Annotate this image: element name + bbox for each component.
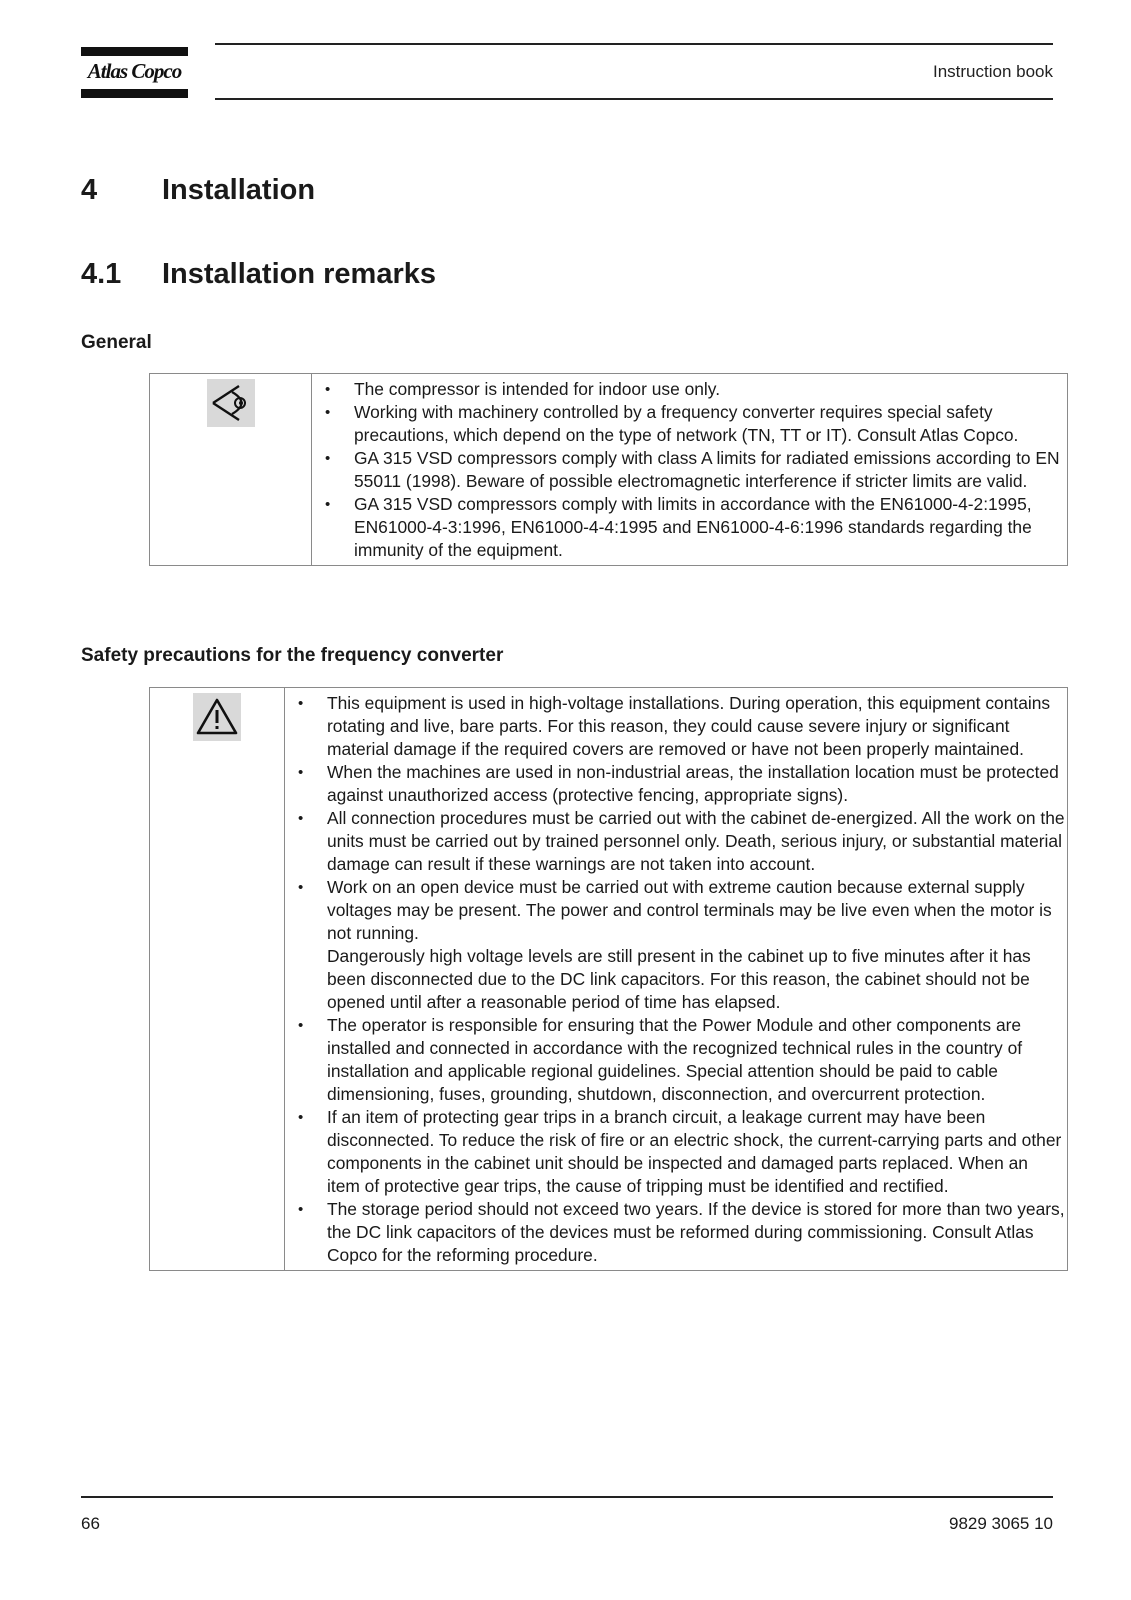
list-item: • GA 315 VSD compressors comply with limits in accordance with the EN61000-4-2:1995, EN61000-4-3:1996, EN61000-4-4:1995 and EN61000-4-6:1996 standards regarding the immunity of the equipment.: [312, 493, 1065, 562]
list-item: • Working with machinery controlled by a frequency converter requires special safety precautions, which depend on the type of network (TN, TT or IT). Consult Atlas Copco.: [312, 401, 1065, 447]
document-number: 9829 3065 10: [949, 1514, 1053, 1533]
section-heading: [81, 258, 436, 291]
list-item: • The operator is responsible for ensuring that the Power Module and other components are installed and connected in accordance with the recognized technical rules in the country of installation and applicable regional guidelines. Special attention should be paid to cable dimensioning, fuses, grounding, shutdown, disconnection, and overcurrent protection.: [285, 1014, 1065, 1106]
header-rule-top: [215, 43, 1053, 45]
safety-list: [285, 688, 1067, 1270]
eye-warning-icon: [207, 379, 255, 427]
list-item: [285, 876, 1065, 1014]
general-icon-cell: [150, 374, 312, 566]
general-heading: General: [81, 332, 152, 353]
chapter-title: Installation: [162, 174, 316, 206]
general-box: [149, 373, 1068, 566]
list-item: • GA 315 VSD compressors comply with class A limits for radiated emissions according to EN 55011 (1998). Beware of possible electromagnetic interference if stricter limits are valid.: [312, 447, 1065, 493]
warning-triangle-icon: [193, 693, 241, 741]
safety-box: [149, 687, 1068, 1271]
list-item: • If an item of protecting gear trips in a branch circuit, a leakage current may have been disconnected. To reduce the risk of fire or an electric shock, the current-carrying parts and other components in the cabinet unit should be inspected and damaged parts replaced. When an item of protective gear trips, the cause of tripping must be identified and rectified.: [285, 1106, 1065, 1198]
general-list: [312, 374, 1067, 565]
list-item-continuation: Dangerously high voltage levels are still present in the cabinet up to five minutes after it has been disconnected due to the DC link capacitors. For this reason, the cabinet should not be opened until after a reasonable period of time has elapsed.: [327, 946, 1031, 1012]
footer-rule: [81, 1496, 1053, 1498]
list-item-text: Work on an open device must be carried out with extreme caution because external supply voltages may be present. The power and control terminals may be live even when the motor is not running.: [327, 877, 1052, 943]
atlas-copco-logo: [81, 47, 188, 99]
safety-heading: Safety precautions for the frequency converter: [81, 645, 504, 666]
logo-top-bar: [81, 47, 188, 56]
list-item: • This equipment is used in high-voltage installations. During operation, this equipment contains rotating and live, bare parts. For this reason, they could cause severe injury or significant material damage if the required covers are removed or have not been properly maintained.: [285, 692, 1065, 761]
safety-icon-cell: [150, 688, 285, 1271]
safety-text-cell: [285, 688, 1068, 1271]
logo-bottom-bar: [81, 89, 188, 98]
general-text-cell: [312, 374, 1068, 566]
section-number: 4.1: [81, 258, 122, 290]
header-title: Instruction book: [932, 62, 1053, 81]
list-item: • The compressor is intended for indoor use only.: [312, 378, 1065, 401]
list-item: • All connection procedures must be carried out with the cabinet de-energized. All the work on the units must be carried out by trained personnel only. Death, serious injury, or substantial material damage can result if these warnings are not taken into account.: [285, 807, 1065, 876]
chapter-heading: [81, 174, 315, 207]
list-item: • The storage period should not exceed two years. If the device is stored for more than two years, the DC link capacitors of the devices must be reformed during commissioning. Consult Atlas Copco for the reforming procedure.: [285, 1198, 1065, 1267]
section-title: Installation remarks: [162, 258, 436, 290]
page-number: 66: [81, 1514, 100, 1533]
list-item: • When the machines are used in non-industrial areas, the installation location must be protected against unauthorized access (protective fencing, appropriate signs).: [285, 761, 1065, 807]
logo-wordmark: Atlas Copco: [87, 59, 182, 83]
header-rule-bottom: [215, 98, 1053, 100]
chapter-number: 4: [81, 174, 98, 206]
